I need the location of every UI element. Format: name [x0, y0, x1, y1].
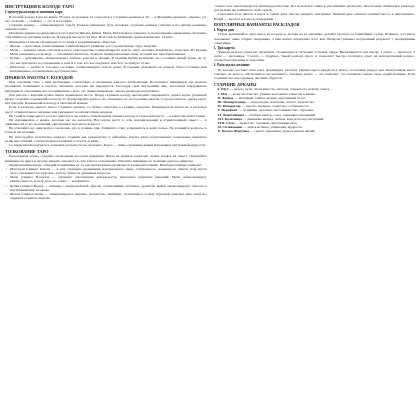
major-arcana-item: 0. Шут — начало пути, спонтанность, свобода, открытость новому опыту. [217, 87, 330, 92]
symbol-item: • Кубки (символ Воды) — связаны с эмоциональной сферой, отношениями, любовью, дружбой. Кубки символизируют чувства и внутренний мир человека. [5, 184, 207, 192]
spread-name: 2. Три карты [213, 45, 235, 50]
spread-text: Утром вытягивайте одну карту из колоды и, исходя из ее значения, делайте прогноз на ближайшие сутки. Помните, что карта показывает лишь общую тенденцию, а ваш выбор определяет итог дня. Вечером сравните полученный результат с прошедшими событиями. [213, 32, 415, 45]
spread-text: Из колоды достают пять карт, формируют расклад. Первая карта кладётся в центр, остальные вокруг неё. Центральная карта отвечает на вопрос «Исполнится ли желание?», боковые карты — что поможет, что помешает, какие силы задействованы. Если большинство карт прямые, желание сбудется. [213, 67, 415, 81]
suit-item: • Жезлы — крестьяне, ремесленники. Символизируют развитие, рост, вдохновение, труд, энергию. [5, 44, 207, 48]
paragraph: Старшие арканы — символизируют судьбу. Каждая описывает путь человека, особенно важные события в его жизни, решения, поиски и опыт. [5, 22, 207, 32]
section-subtitle: Структура колоды и значения карт [5, 10, 63, 15]
major-arcana-item: VII. Колесница — движение вперёд, победа, контроль над ситуацией. [217, 116, 325, 121]
arcana-name: VII. Колесница [217, 116, 242, 121]
arcana-name: 0. Шут [217, 87, 229, 92]
paragraph: сложность и характеризуется жизнерадостностью. Его использует лишь в упрощённых раскладах. Чем больше символов в раскладе, тем больше вы понимаете свою судьбу. [213, 4, 415, 13]
paragraph: Изначально 4 масти обозначали 4 сословия в средневековом обществе: [9, 39, 117, 44]
paragraph: Со временем вы научитесь толковать расклад более свободно. Карта — лишь отражение вашей интуиции и внутренней мудрости. [9, 143, 206, 148]
major-arcana-item: II. Жрица — интуиция, тайное знание, внутренний голос. [217, 95, 307, 100]
arcana-name: VIII. Сила [217, 120, 235, 125]
major-arcana-item: VIII. Сила — мужество, терпение, внутренняя сила. [217, 120, 298, 125]
rules-heading: ПРАВИЛА РАБОТЫ С КОЛОДОЙ [5, 74, 73, 80]
paragraph: Для работы с картами нужно иметь правильное место. Перед гаданием колоду необходимо перемешать: держа карты рубашкой вверх, спокойно перемешайте колоду и сформулируйте вопрос, не отвлекаясь на посторонние мысли. Сосредоточьтесь, держа карту внутри себя. Перемешайте колоду в свободной манере. [5, 92, 207, 106]
arcana-name: I. Маг [217, 91, 228, 96]
paragraph: Если в раскладе выпало много Старших арканов, то нужно отнестись к гаданию серьезно. Перевернутые карты же в раскладе несут отрицательное значение или указывают на препятствия, неудачи. [5, 105, 207, 114]
arcana-name: V. Иерофант [217, 108, 238, 113]
major-arcana-item: X. Колесо Фортуны — судьба, перемены, удача и циклы жизни. [217, 129, 316, 134]
paragraph: Сочетание всех цветов в карте в сумме даёт, как вы увидите, интуицию. Чёрный цвет означает неизвестность и непознанное. Белый — чистота и ясность намерений. [213, 12, 415, 21]
paragraph: Не отвечайте на один вопрос несколько раз в течение дня. Запишите ответ и вернитесь к нему позже. Не задавайте вопросы в плохом настроении. [5, 126, 207, 135]
arcana-name: IV. Император [217, 104, 241, 109]
suit-item: • Пентакли — купцы и торговое сословие. Символизируют власть денег. В гадании указывают на деньги, благосостояние или материальное, потенциально доступное вам. [5, 65, 207, 73]
symbol-item: • Мечи (символ Воздуха) — отражают умственную деятельность, интеллект, принятие решений. Мечи символизируют решительность и силу духа, но также — конфликты. [5, 175, 207, 183]
majors-heading: СТАРШИЕ АРКАНЫ [213, 81, 257, 87]
document-title: ИНСТРУКЦИЯ К КОЛОДЕ ТАРО [5, 4, 75, 9]
paragraph: Не гадайте чаще одного раза на один и тот же вопрос. Рекомендуем хранить колоду в отдельном месте — в шкатулке или в ткани. [9, 113, 206, 118]
major-arcana-item: I. Маг — воля, мастерство, умение воплощать замыслы в жизнь. [217, 91, 316, 96]
suit-item: • Кубки — духовенство. Олицетворяют любовь, чувства и эмоции. В гадании Кубки указывают на состояние вашей души, на то, что вы чувствуете по отношению к себе и к тем, кто вас окружает, или чего потребует от вас. [5, 56, 207, 64]
spread-text: Данный расклад помогает прояснить сложившуюся ситуацию в любой сфере. Вытягиваются три карты: 1 карта — прошлое, 2 карта — настоящее, 3 карта — будущее. Такой расклад прост и позволяет быстро получить ответ на интересующий вопрос, рассмотрев причины и следствия. [213, 50, 415, 63]
arcana-name: III. Императрица [217, 99, 246, 104]
right-column [214, 4, 416, 420]
arcana-name: VI. Влюблённые [217, 112, 244, 117]
left-column [5, 4, 207, 420]
major-arcana-item: IV. Император — власть, порядок, структура, стабильность. [217, 104, 310, 109]
major-arcana-item: IX. Отшельник — поиск истины, уединение, мудрость. [217, 125, 303, 130]
symbol-item: • Пентакли (символ Земли) — в них отражены проявления материального мира, стабильность, надежность. Карты этой масти часто указывают на здоровье, работу, бизнес и денежные вопросы. [5, 167, 207, 175]
paragraph: Переворачивая карты, обращайте внимание на то, как изображение проявляется в каждой позиции. Наиболее важные символы: [9, 162, 202, 167]
paragraph: Не спрашивайте о вещах, которые вас не касаются. Все карты несут в себе положительный и отрицательный смысл — в зависимости от их положения, окружения и контекста вопроса. [5, 117, 207, 127]
paragraph: Не используйте результаты каждого гадания как руководство к действию. Карты лишь подсказывают возможные варианты развития событий, а окончательное решение остается за вами. [5, 134, 207, 143]
symbol-item: • Жезлы (символ Огня) — символизируют энергию, творчество, амбиции, стремление к успеху. Красный отмечает дни, когда вы ощущаете приток энергии. [5, 192, 207, 200]
suit-item: • Мечи — военное знать, светская власть, аристократия. Символизируют власть, силу, насилие, конфликты, агрессию. В гадании Мечи указывают на вражду — отношения личность, лучшую людей или новые силы, которые вас преобразовывают. [5, 48, 207, 56]
major-arcana-item: VI. Влюблённые — любовь, выбор, союз, гармония отношений. [217, 112, 316, 117]
interpret-heading: ТОЛКОВАНИЕ ТАРО [5, 148, 49, 154]
major-arcana-item: V. Иерофант — традиции, духовное наставничество, обучение. [217, 108, 315, 113]
spread-name: 1. Карта дня [213, 28, 234, 33]
paragraph: При освоении Таро с ним необходимо сознательно и значением каждого изображения. Постепенно привыкнув, вы начнете расширять понимание и изучать значения, которые им передаются. Исследуя свой внутренний мир, используя внутреннюю интуицию и отношения, вы ассоциировать с карт, что символизировано, читать раскрады интуитивно. [5, 80, 207, 93]
spread-name: 3. Расклад на желание [213, 63, 250, 68]
paragraph: Младшие арканы подразделяются на 4 масти (Жезлы, Кубки, Мечи, Пентакли) и отвечают за повседневные жизненные ситуации, событийность, бытовые вопросы. В каждой масти по 14 карт. Всего масть Младших арканов включает 14 карт. [5, 31, 207, 40]
arcana-name: II. Жрица [217, 95, 234, 100]
spreads-heading: ПОПУЛЯРНЫЕ ВАРИАНТЫ РАСКЛАДОВ [213, 22, 300, 28]
paragraph: Раскладывая карты, следуйте нескольким простым правилам. Цвета на арканах помогают лучше понять их смысл. Обращайте внимание на цвета и детали: именно они несут в себе ключ к толкованию. Обратите внимание на позиции, цвета и символы. [5, 154, 207, 163]
arcana-name: X. Колесо Фортуны [217, 129, 249, 134]
arcana-name: IX. Отшельник [217, 125, 243, 130]
paragraph: В полной колоде Таро не менее 78 карт, из которых 22 относятся к Старшим арканам и 56 — к Младшим арканам. «Аркан» (от лат. arcanum — «тайна») — это и есть тайна. [5, 14, 207, 23]
major-arcana-item: III. Императрица — плодородие, изобилие, забота, творчество. [217, 99, 315, 104]
